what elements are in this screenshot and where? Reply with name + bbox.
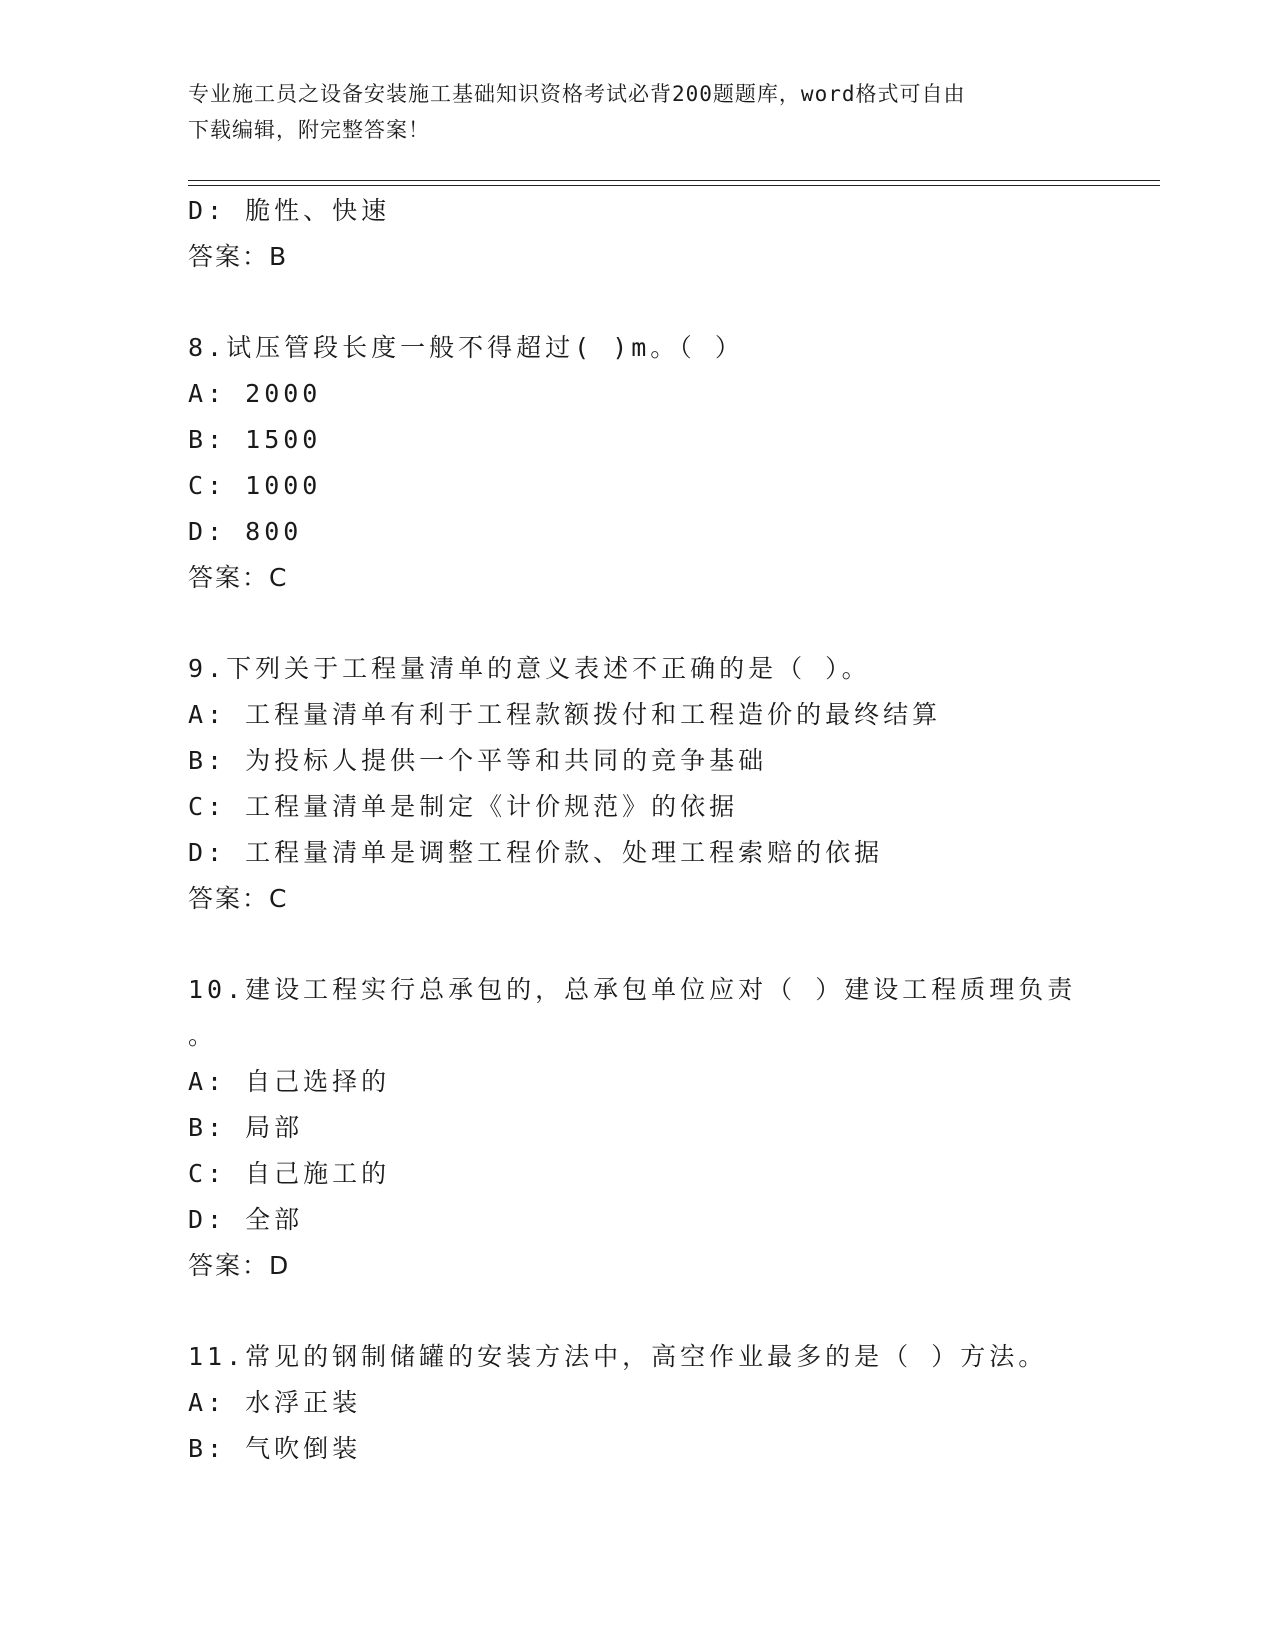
question-block xyxy=(188,967,1160,1289)
document-header xyxy=(188,76,1088,148)
header-title-line-2: 下载编辑，附完整答案！ xyxy=(188,118,430,142)
option-b: B: 气吹倒装 xyxy=(188,1434,362,1463)
prev-answer: 答案：B xyxy=(188,242,289,271)
option-d: D: 全部 xyxy=(188,1205,304,1234)
question-stem: 10.建设工程实行总承包的，总承包单位应对（ ）建设工程质理负责 xyxy=(188,975,1077,1004)
question-stem-continued: 。 xyxy=(188,1021,218,1050)
question-block xyxy=(188,1334,1160,1472)
header-title-line-1: 专业施工员之设备安装施工基础知识资格考试必背200题题库，word格式可自由 xyxy=(188,82,966,106)
option-b: B: 局部 xyxy=(188,1113,304,1142)
answer: 答案：D xyxy=(188,1251,291,1280)
option-d: D: 工程量清单是调整工程价款、处理工程索赔的依据 xyxy=(188,838,884,867)
question-stem: 8.试压管段长度一般不得超过( )m。（ ） xyxy=(188,333,744,362)
answer: 答案：C xyxy=(188,563,289,592)
question-stem: 11.常见的钢制储罐的安装方法中，高空作业最多的是（ ）方法。 xyxy=(188,1342,1048,1371)
option-b: B: 1500 xyxy=(188,425,322,454)
option-a: A: 工程量清单有利于工程款额拨付和工程造价的最终结算 xyxy=(188,700,942,729)
option-c: C: 自己施工的 xyxy=(188,1159,391,1188)
option-d: D: 800 xyxy=(188,517,303,546)
header-divider-top xyxy=(188,180,1160,181)
prev-option-d: D: 脆性、快速 xyxy=(188,196,391,225)
question-list xyxy=(188,188,1160,1472)
option-a: A: 自己选择的 xyxy=(188,1067,391,1096)
question-block xyxy=(188,325,1160,601)
question-block xyxy=(188,646,1160,922)
question-stem: 9.下列关于工程量清单的意义表述不正确的是（ ）。 xyxy=(188,654,871,683)
option-a: A: 水浮正装 xyxy=(188,1388,362,1417)
answer: 答案：C xyxy=(188,884,289,913)
option-b: B: 为投标人提供一个平等和共同的竞争基础 xyxy=(188,746,768,775)
option-a: A: 2000 xyxy=(188,379,322,408)
header-divider-bottom xyxy=(188,185,1160,186)
option-c: C: 工程量清单是制定《计价规范》的依据 xyxy=(188,792,739,821)
option-c: C: 1000 xyxy=(188,471,322,500)
